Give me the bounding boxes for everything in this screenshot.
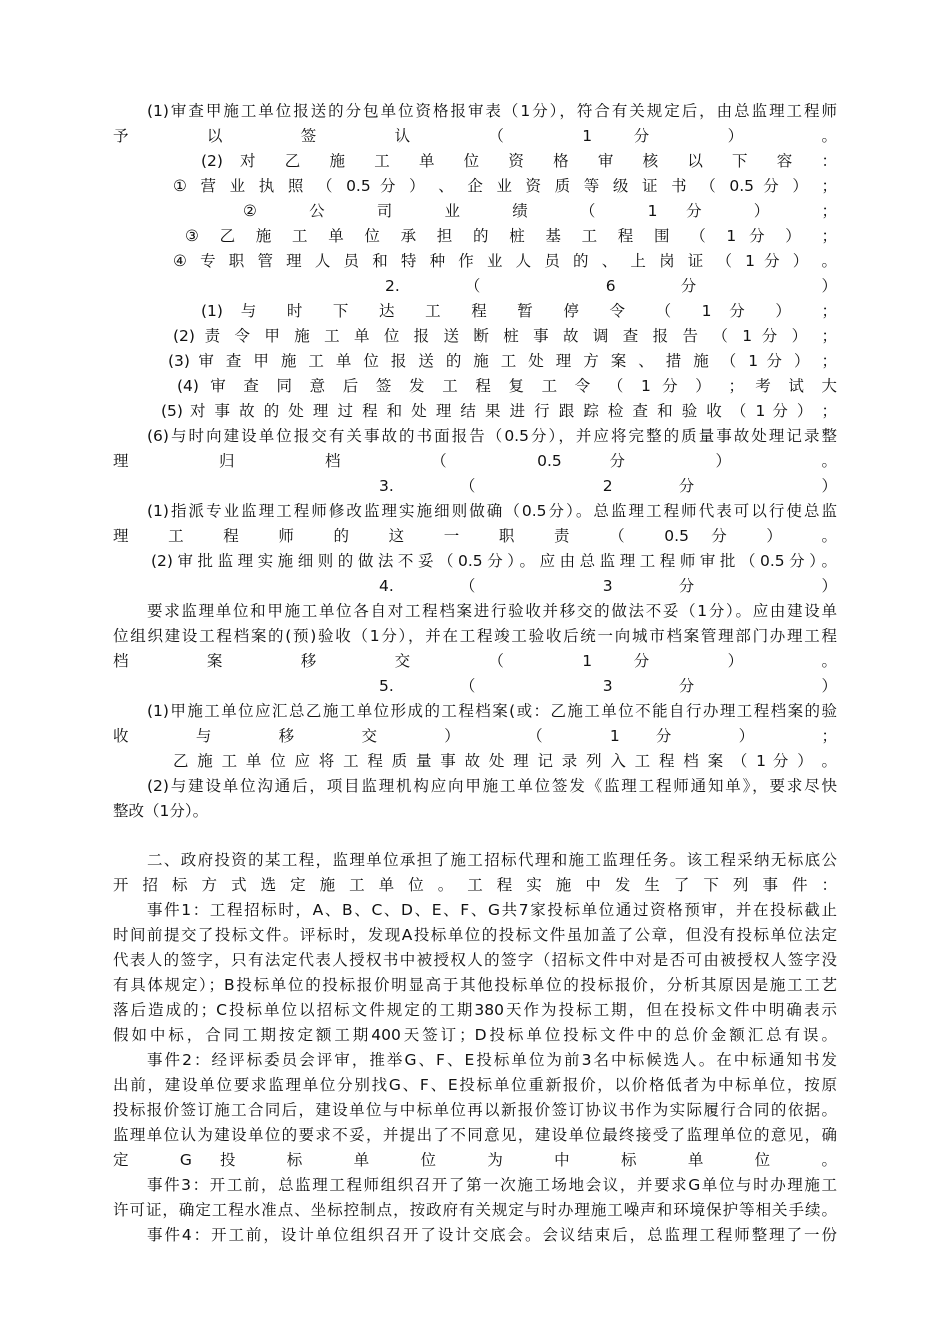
text-line: 理 工 程 师 的 这 一 职 责 （ 0.5 分 ） 。 — [113, 527, 837, 545]
text-line: ① 营 业 执 照 （ 0.5 分 ） 、 企 业 资 质 等 级 证 书 （ 0.5 分 ） ； — [173, 177, 837, 195]
text-line: (6)与时向建设单位报交有关事故的书面报告（0.5分），并应将完整的质量事故处理记录整 — [147, 427, 837, 445]
text-line: 3. （ 2 分 ） — [379, 477, 837, 495]
text-line: 开 招 标 方 式 选 定 施 工 单 位 。 工 程 实 施 中 发 生 了 下 列 事 件 ： — [113, 876, 837, 894]
text-line: 许可证，确定工程水准点、坐标控制点，按政府有关规定与时办理施工噪声和环境保护等相关手续。 — [113, 1201, 837, 1219]
text-line: (4) 审 查 同 意 后 签 发 工 程 复 工 令 （ 1 分 ） ； 考 试 大 — [177, 377, 837, 395]
text-line: ② 公 司 业 绩 （ 1 分 ） ； — [243, 202, 837, 220]
text-line: 2. （ 6 分 ） — [385, 277, 837, 295]
text-line: 事件1：工程招标时，A、B、C、D、E、F、G共7家投标单位通过资格预审，并在投标截止 — [147, 901, 837, 919]
text-line: (1) 与 时 下 达 工 程 暂 停 令 （ 1 分 ） ； — [201, 302, 837, 320]
text-line: 落后造成的；C投标单位以招标文件规定的工期380天作为投标工期，但在投标文件中明确表示 — [113, 1001, 837, 1019]
text-line: 有具体规定）；B投标单位的投标报价明显高于其他投标单位的投标报价，分析其原因是施工工艺 — [113, 976, 837, 994]
text-line: 假如中标，合同工期按定额工期400天签订；D投标单位投标文件中的总价金额汇总有误。 — [113, 1026, 837, 1044]
text-line: 予 以 签 认 （ 1 分 ） 。 — [113, 127, 837, 145]
text-line: ④ 专 职 管 理 人 员 和 特 种 作 业 人 员 的 、 上 岗 证 （ 1 分 ） 。 — [173, 252, 837, 270]
text-line: 理 归 档 （ 0.5 分 ） 。 — [113, 452, 837, 470]
text-line: 定 G 投 标 单 位 为 中 标 单 位 。 — [113, 1151, 837, 1169]
text-line: 要求监理单位和甲施工单位各自对工程档案进行验收并移交的做法不妥（1分）。应由建设单 — [147, 602, 837, 620]
text-line: 时间前提交了投标文件。评标时，发现A投标单位的投标文件虽加盖了公章，但没有投标单位法定 — [113, 926, 837, 944]
text-line: ③ 乙 施 工 单 位 承 担 的 桩 基 工 程 围 （ 1 分 ） ； — [185, 227, 837, 245]
text-line: (2) 对 乙 施 工 单 位 资 格 审 核 以 下 容 ： — [201, 152, 837, 170]
text-line: 投标报价签订施工合同后，建设单位与中标单位再以新报价签订协议书作为实际履行合同的依据。 — [113, 1101, 837, 1119]
text-line: 整改（1分）。 — [113, 802, 209, 820]
text-line: 4. （ 3 分 ） — [379, 577, 837, 595]
text-line: 收 与 移 交 ） （ 1 分 ） ； — [113, 727, 837, 745]
text-line: 乙 施 工 单 位 应 将 工 程 质 量 事 故 处 理 记 录 列 入 工 程 档 案 （ 1 分 ） 。 — [173, 752, 837, 770]
text-line: 出前，建设单位要求监理单位分别找G、F、E投标单位重新报价，以价格低者为中标单位，按原 — [113, 1076, 837, 1094]
text-line: 事件3：开工前，总监理工程师组织召开了第一次施工场地会议，并要求G单位与时办理施工 — [147, 1176, 837, 1194]
text-line: (2) 责 令 甲 施 工 单 位 报 送 断 桩 事 故 调 查 报 告 （ 1 分 ） ； — [173, 327, 837, 345]
text-line: 二、政府投资的某工程，监理单位承担了施工招标代理和施工监理任务。该工程采纳无标底公 — [147, 851, 837, 869]
text-line: 5. （ 3 分 ） — [379, 677, 837, 695]
text-line: 档 案 移 交 （ 1 分 ） 。 — [113, 652, 837, 670]
text-line: 代表人的签字，只有法定代表人授权书中被授权人的签字（招标文件中对是否可由被授权人签字没 — [113, 951, 837, 969]
text-line: 监理单位认为建设单位的要求不妥，并提出了不同意见，建设单位最终接受了监理单位的意见，确 — [113, 1126, 837, 1144]
text-line: (3) 审 查 甲 施 工 单 位 报 送 的 施 工 处 理 方 案 、 措 施 （ 1 分 ） ； — [168, 352, 837, 370]
text-line: 位组织建设工程档案的(预)验收（1分），并在工程竣工验收后统一向城市档案管理部门办理工程 — [113, 627, 837, 645]
text-line: (2)与建设单位沟通后，项目监理机构应向甲施工单位签发《监理工程师通知单》，要求尽快 — [147, 777, 837, 795]
text-line: (2)审批监理实施细则的做法不妥（0.5分）。应由总监理工程师审批（0.5分）。 — [151, 552, 837, 570]
text-line: (1)指派专业监理工程师修改监理实施细则做确（0.5分）。总监理工程师代表可以行使总监 — [147, 502, 837, 520]
text-line: 事件4：开工前，设计单位组织召开了设计交底会。会议结束后，总监理工程师整理了一份 — [147, 1226, 837, 1244]
text-line: (1)审查甲施工单位报送的分包单位资格报审表（1分），符合有关规定后，由总监理工程师 — [147, 102, 837, 120]
text-line: (5) 对 事 故 的 处 理 过 程 和 处 理 结 果 进 行 跟 踪 检 查 和 验 收 （ 1 分 ） ； — [161, 402, 837, 420]
text-line: (1)甲施工单位应汇总乙施工单位形成的工程档案(或：乙施工单位不能自行办理工程档案的验 — [147, 702, 837, 720]
text-line: 事件2：经评标委员会评审，推举G、F、E投标单位为前3名中标候选人。在中标通知书发 — [147, 1051, 837, 1069]
